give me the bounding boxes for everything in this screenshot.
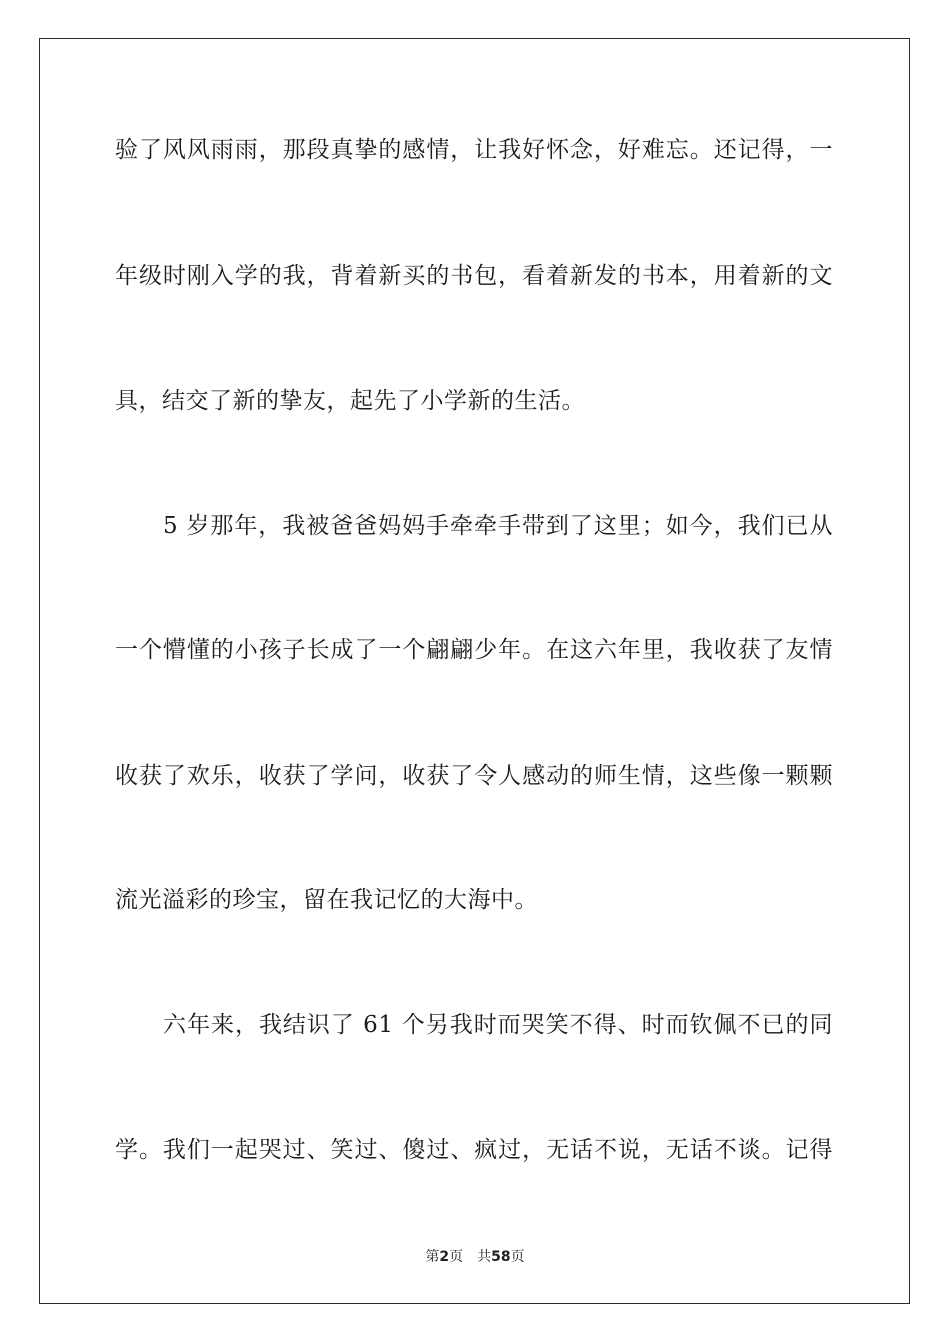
footer-page-prefix: 第 bbox=[425, 1249, 440, 1265]
page-border bbox=[39, 38, 910, 1304]
footer-total-prefix: 共 bbox=[477, 1249, 492, 1265]
text-line-4: 5 岁那年，我被爸爸妈妈手牵牵手带到了这里；如今，我们已从 bbox=[163, 513, 833, 539]
footer-total-pages: 58 bbox=[491, 1249, 511, 1265]
footer-page-number: 2 bbox=[439, 1249, 450, 1265]
text-line-6: 收获了欢乐，收获了学问，收获了令人感动的师生情，这些像一颗颗 bbox=[115, 763, 833, 789]
text-line-5: 一个懵懂的小孩子长成了一个翩翩少年。在这六年里，我收获了友情 bbox=[115, 637, 833, 663]
text-line-3: 具，结交了新的挚友，起先了小学新的生活。 bbox=[115, 388, 585, 414]
text-line-1: 验了风风雨雨，那段真挚的感情，让我好怀念，好难忘。还记得，一 bbox=[115, 137, 833, 163]
text-line-9: 学。我们一起哭过、笑过、傻过、疯过，无话不说，无话不谈。记得 bbox=[115, 1137, 833, 1163]
footer-total-suffix: 页 bbox=[510, 1249, 525, 1265]
text-line-7: 流光溢彩的珍宝，留在我记忆的大海中。 bbox=[115, 887, 538, 913]
page-footer bbox=[0, 1247, 950, 1267]
text-line-2: 年级时刚入学的我，背着新买的书包，看着新发的书本，用着新的文 bbox=[115, 263, 833, 289]
footer-page-suffix: 页 bbox=[449, 1249, 464, 1265]
text-line-8: 六年来，我结识了 61 个另我时而哭笑不得、时而钦佩不已的同 bbox=[163, 1012, 833, 1038]
